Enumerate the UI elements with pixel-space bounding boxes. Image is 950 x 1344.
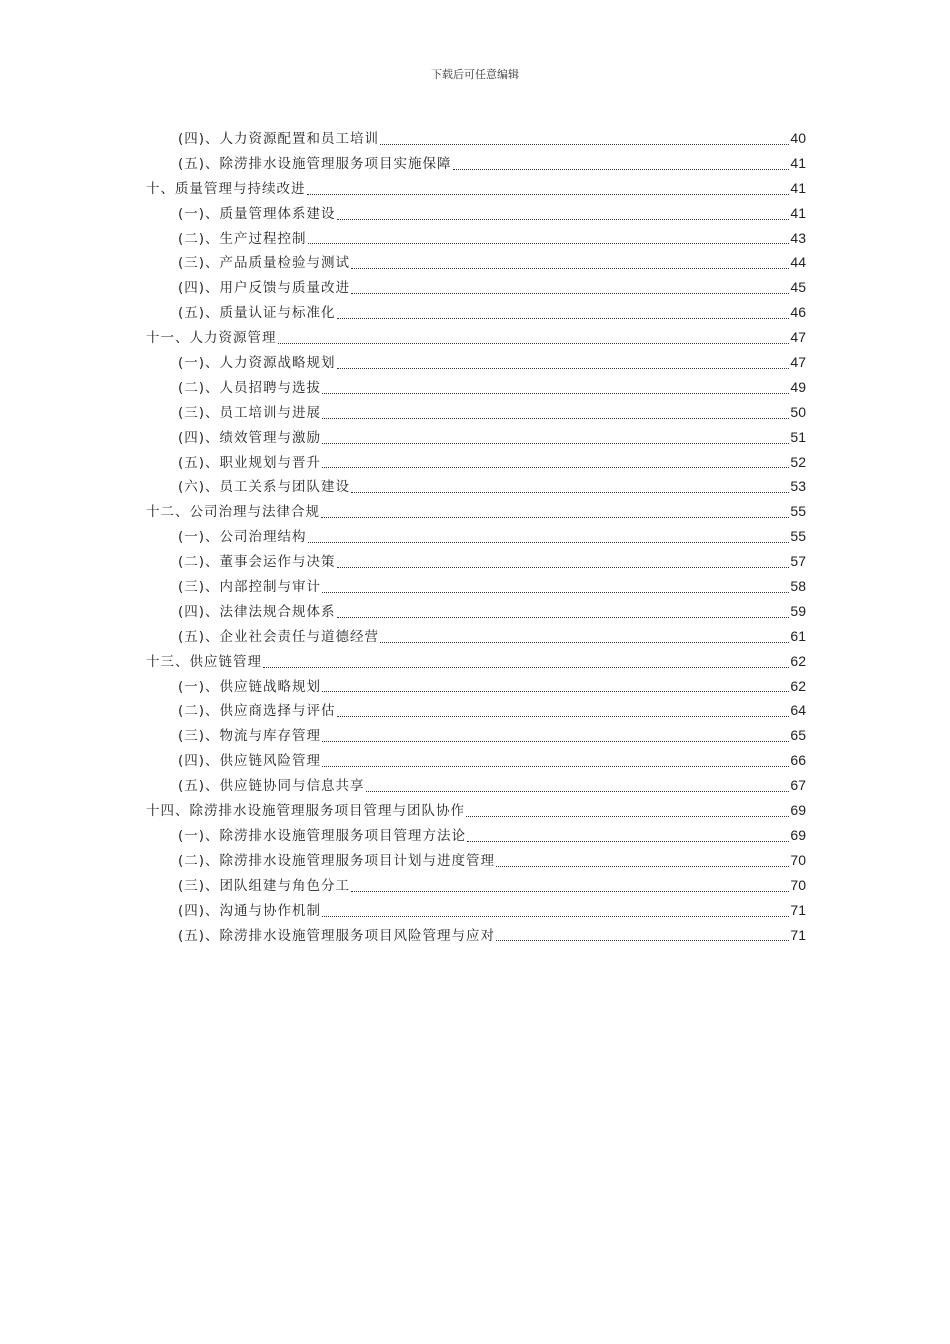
toc-entry-title: (四)、供应链风险管理 xyxy=(178,753,322,770)
toc-chapter-entry[interactable] xyxy=(146,326,806,351)
toc-section-entry[interactable] xyxy=(146,550,806,575)
toc-dot-leader xyxy=(322,592,789,593)
toc-dot-leader xyxy=(322,418,789,419)
toc-entry-title: (二)、供应商选择与评估 xyxy=(178,703,336,720)
toc-dot-leader xyxy=(466,816,789,817)
toc-page-number: 71 xyxy=(790,926,806,943)
toc-section-entry[interactable] xyxy=(146,600,806,625)
toc-page-number: 69 xyxy=(790,802,806,819)
toc-entry-title: (四)、法律法规合规体系 xyxy=(178,603,336,620)
toc-entry-title: (四)、用户反馈与质量改进 xyxy=(178,280,351,297)
table-of-contents xyxy=(146,127,806,948)
toc-section-entry[interactable] xyxy=(146,724,806,749)
toc-section-entry[interactable] xyxy=(146,276,806,301)
toc-dot-leader xyxy=(322,766,789,767)
toc-page-number: 71 xyxy=(790,901,806,918)
toc-entry-title: (一)、除涝排水设施管理服务项目管理方法论 xyxy=(178,827,467,844)
toc-page-number: 55 xyxy=(790,503,806,520)
toc-entry-title: (二)、生产过程控制 xyxy=(178,230,307,247)
page-header: 下载后可任意编辑 xyxy=(431,68,519,81)
toc-entry-title: (一)、公司治理结构 xyxy=(178,529,307,546)
toc-page-number: 58 xyxy=(790,578,806,595)
toc-page-number: 57 xyxy=(790,553,806,570)
toc-dot-leader xyxy=(337,617,790,618)
toc-dot-leader xyxy=(322,393,789,394)
toc-entry-title: (一)、人力资源战略规划 xyxy=(178,355,336,372)
toc-entry-title: (四)、绩效管理与激励 xyxy=(178,429,322,446)
toc-page-number: 47 xyxy=(790,354,806,371)
toc-page-number: 51 xyxy=(790,428,806,445)
toc-section-entry[interactable] xyxy=(146,202,806,227)
toc-entry-title: 十二、公司治理与法律合规 xyxy=(146,504,320,521)
toc-entry-title: 十四、除涝排水设施管理服务项目管理与团队协作 xyxy=(146,803,465,820)
toc-section-entry[interactable] xyxy=(146,351,806,376)
toc-page-number: 70 xyxy=(790,876,806,893)
toc-dot-leader xyxy=(337,368,790,369)
toc-entry-title: (五)、供应链协同与信息共享 xyxy=(178,778,365,795)
toc-section-entry[interactable] xyxy=(146,152,806,177)
toc-dot-leader xyxy=(496,866,789,867)
toc-page-number: 65 xyxy=(790,727,806,744)
toc-page-number: 70 xyxy=(790,851,806,868)
toc-dot-leader xyxy=(366,791,790,792)
toc-dot-leader xyxy=(380,642,789,643)
toc-dot-leader xyxy=(380,144,789,145)
toc-page-number: 61 xyxy=(790,627,806,644)
toc-section-entry[interactable] xyxy=(146,675,806,700)
toc-dot-leader xyxy=(337,567,790,568)
toc-entry-title: 十、质量管理与持续改进 xyxy=(146,180,306,197)
toc-entry-title: (三)、团队组建与角色分工 xyxy=(178,877,351,894)
toc-dot-leader xyxy=(351,268,789,269)
toc-page-number: 62 xyxy=(790,677,806,694)
toc-dot-leader xyxy=(496,940,789,941)
toc-section-entry[interactable] xyxy=(146,849,806,874)
toc-page-number: 41 xyxy=(790,204,806,221)
toc-section-entry[interactable] xyxy=(146,699,806,724)
toc-dot-leader xyxy=(308,243,790,244)
toc-dot-leader xyxy=(322,741,789,742)
toc-section-entry[interactable] xyxy=(146,575,806,600)
toc-section-entry[interactable] xyxy=(146,525,806,550)
toc-entry-title: (一)、质量管理体系建设 xyxy=(178,205,336,222)
toc-dot-leader xyxy=(467,841,789,842)
toc-dot-leader xyxy=(322,691,789,692)
toc-section-entry[interactable] xyxy=(146,301,806,326)
toc-page-number: 64 xyxy=(790,702,806,719)
toc-section-entry[interactable] xyxy=(146,749,806,774)
toc-chapter-entry[interactable] xyxy=(146,500,806,525)
toc-section-entry[interactable] xyxy=(146,426,806,451)
toc-dot-leader xyxy=(308,542,790,543)
toc-chapter-entry[interactable] xyxy=(146,650,806,675)
toc-entry-title: (二)、除涝排水设施管理服务项目计划与进度管理 xyxy=(178,852,496,869)
toc-dot-leader xyxy=(453,169,790,170)
toc-dot-leader xyxy=(337,219,790,220)
toc-page-number: 41 xyxy=(790,154,806,171)
toc-chapter-entry[interactable] xyxy=(146,177,806,202)
toc-page-number: 46 xyxy=(790,304,806,321)
toc-entry-title: (三)、物流与库存管理 xyxy=(178,728,322,745)
toc-dot-leader xyxy=(351,492,789,493)
toc-page-number: 67 xyxy=(790,777,806,794)
toc-entry-title: (二)、董事会运作与决策 xyxy=(178,554,336,571)
toc-section-entry[interactable] xyxy=(146,251,806,276)
toc-page-number: 62 xyxy=(790,652,806,669)
toc-dot-leader xyxy=(307,194,790,195)
toc-chapter-entry[interactable] xyxy=(146,799,806,824)
toc-dot-leader xyxy=(337,716,790,717)
toc-section-entry[interactable] xyxy=(146,824,806,849)
toc-page-number: 44 xyxy=(790,254,806,271)
toc-entry-title: (五)、职业规划与晋升 xyxy=(178,454,322,471)
toc-dot-leader xyxy=(322,467,789,468)
toc-section-entry[interactable] xyxy=(146,625,806,650)
toc-page-number: 59 xyxy=(790,602,806,619)
toc-page-number: 55 xyxy=(790,528,806,545)
toc-section-entry[interactable] xyxy=(146,874,806,899)
toc-entry-title: (三)、内部控制与审计 xyxy=(178,579,322,596)
toc-page-number: 45 xyxy=(790,279,806,296)
toc-entry-title: (四)、人力资源配置和员工培训 xyxy=(178,131,380,147)
toc-page-number: 43 xyxy=(790,229,806,246)
toc-page-number: 69 xyxy=(790,826,806,843)
toc-section-entry[interactable] xyxy=(146,774,806,799)
toc-section-entry[interactable] xyxy=(146,127,806,152)
toc-section-entry[interactable] xyxy=(146,924,806,949)
toc-page-number: 50 xyxy=(790,403,806,420)
toc-dot-leader xyxy=(337,318,790,319)
toc-entry-title: (一)、供应链战略规划 xyxy=(178,678,322,695)
toc-section-entry[interactable] xyxy=(146,475,806,500)
toc-page-number: 47 xyxy=(790,329,806,346)
toc-entry-title: 十三、供应链管理 xyxy=(146,653,262,670)
toc-page-number: 66 xyxy=(790,752,806,769)
toc-page-number: 52 xyxy=(790,453,806,470)
toc-dot-leader xyxy=(321,517,789,518)
toc-entry-title: (三)、员工培训与进展 xyxy=(178,404,322,421)
toc-dot-leader xyxy=(351,293,789,294)
toc-entry-title: (五)、除涝排水设施管理服务项目风险管理与应对 xyxy=(178,927,496,944)
toc-dot-leader xyxy=(322,443,789,444)
toc-section-entry[interactable] xyxy=(146,899,806,924)
toc-dot-leader xyxy=(263,667,789,668)
toc-entry-title: (二)、人员招聘与选拔 xyxy=(178,379,322,396)
toc-section-entry[interactable] xyxy=(146,376,806,401)
toc-entry-title: (五)、企业社会责任与道德经营 xyxy=(178,628,380,645)
toc-entry-title: (五)、质量认证与标准化 xyxy=(178,305,336,322)
toc-dot-leader xyxy=(351,891,789,892)
toc-page-number: 53 xyxy=(790,478,806,495)
toc-entry-title: (四)、沟通与协作机制 xyxy=(178,902,322,919)
toc-entry-title: 十一、人力资源管理 xyxy=(146,330,277,347)
toc-page-number: 49 xyxy=(790,378,806,395)
toc-page-number: 41 xyxy=(790,179,806,196)
toc-dot-leader xyxy=(322,916,789,917)
toc-entry-title: (六)、员工关系与团队建设 xyxy=(178,479,351,496)
toc-section-entry[interactable] xyxy=(146,451,806,476)
toc-entry-title: (三)、产品质量检验与测试 xyxy=(178,255,351,272)
toc-section-entry[interactable] xyxy=(146,401,806,426)
toc-entry-title: (五)、除涝排水设施管理服务项目实施保障 xyxy=(178,155,452,172)
toc-section-entry[interactable] xyxy=(146,227,806,252)
toc-dot-leader xyxy=(278,343,790,344)
toc-page-number: 40 xyxy=(790,130,806,146)
